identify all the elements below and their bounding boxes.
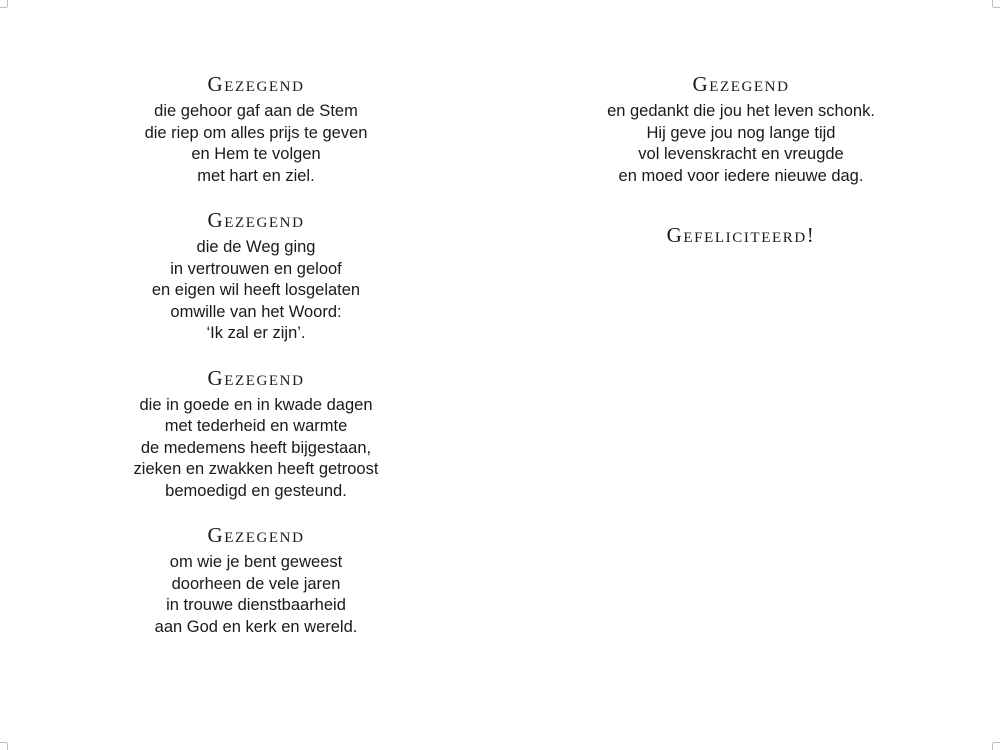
- poem-line: omwille van het Woord:: [170, 302, 342, 321]
- poem-line: en moed voor iedere nieuwe dag.: [618, 166, 864, 185]
- crop-mark-bottom-left-v: [7, 743, 8, 750]
- poem-line: die gehoor gaf aan de Stem: [154, 102, 358, 120]
- stanza-heading: Gezegend: [207, 208, 305, 232]
- poem-line: in vertrouwen en geloof: [170, 259, 342, 278]
- crop-mark-bottom-left-h: [0, 742, 7, 743]
- poem-line: de medemens heeft bijgestaan,: [140, 438, 372, 457]
- crop-mark-bottom-right-h: [993, 742, 1000, 743]
- stanza: [46, 364, 466, 503]
- poem-line: die in goede en in kwade dagen: [139, 395, 373, 414]
- poem-line: doorheen de vele jaren: [171, 574, 341, 593]
- poem-line: zieken en zwakken heeft getroost: [133, 460, 379, 478]
- crop-mark-top-right-h: [993, 7, 1000, 8]
- stanza: [531, 70, 951, 187]
- poem-line: die riep om alles prijs te geven: [144, 123, 368, 142]
- stanza: [46, 70, 466, 187]
- poem-line: met hart en ziel.: [197, 166, 315, 185]
- stanza: [46, 206, 466, 345]
- crop-mark-bottom-right-v: [992, 743, 993, 750]
- poem-line: en eigen wil heeft losgelaten: [151, 281, 361, 299]
- stanza-heading: Gezegend: [207, 523, 305, 547]
- stanza-heading: Gezegend: [207, 365, 305, 390]
- stanza-heading: Gezegend: [692, 72, 790, 96]
- closing-greeting: Gefeliciteerd!: [666, 223, 816, 247]
- right-page: [531, 70, 951, 249]
- left-page: [46, 70, 466, 657]
- poem-line: in trouwe dienstbaarheid: [166, 596, 346, 614]
- poem-line: vol levenskracht en vreugde: [638, 145, 844, 163]
- poem-line: met tederheid en warmte: [164, 417, 348, 435]
- poem-line: Hij geve jou nog lange tijd: [646, 123, 836, 142]
- poem-line: en Hem te volgen: [191, 145, 321, 163]
- poem-line: om wie je bent geweest: [169, 553, 343, 571]
- crop-mark-top-right-v: [992, 0, 993, 7]
- stanza-heading: Gezegend: [207, 72, 305, 96]
- poem-line: bemoedigd en gesteund.: [165, 481, 347, 500]
- crop-mark-top-left-h: [0, 7, 7, 8]
- poem-line: ‘Ik zal er zijn’.: [206, 324, 306, 342]
- crop-mark-top-left-v: [7, 0, 8, 7]
- poem-line: en gedankt die jou het leven schonk.: [607, 102, 875, 120]
- poem-line: die de Weg ging: [196, 238, 316, 256]
- poem-line: aan God en kerk en wereld.: [154, 617, 358, 636]
- stanza: [46, 521, 466, 638]
